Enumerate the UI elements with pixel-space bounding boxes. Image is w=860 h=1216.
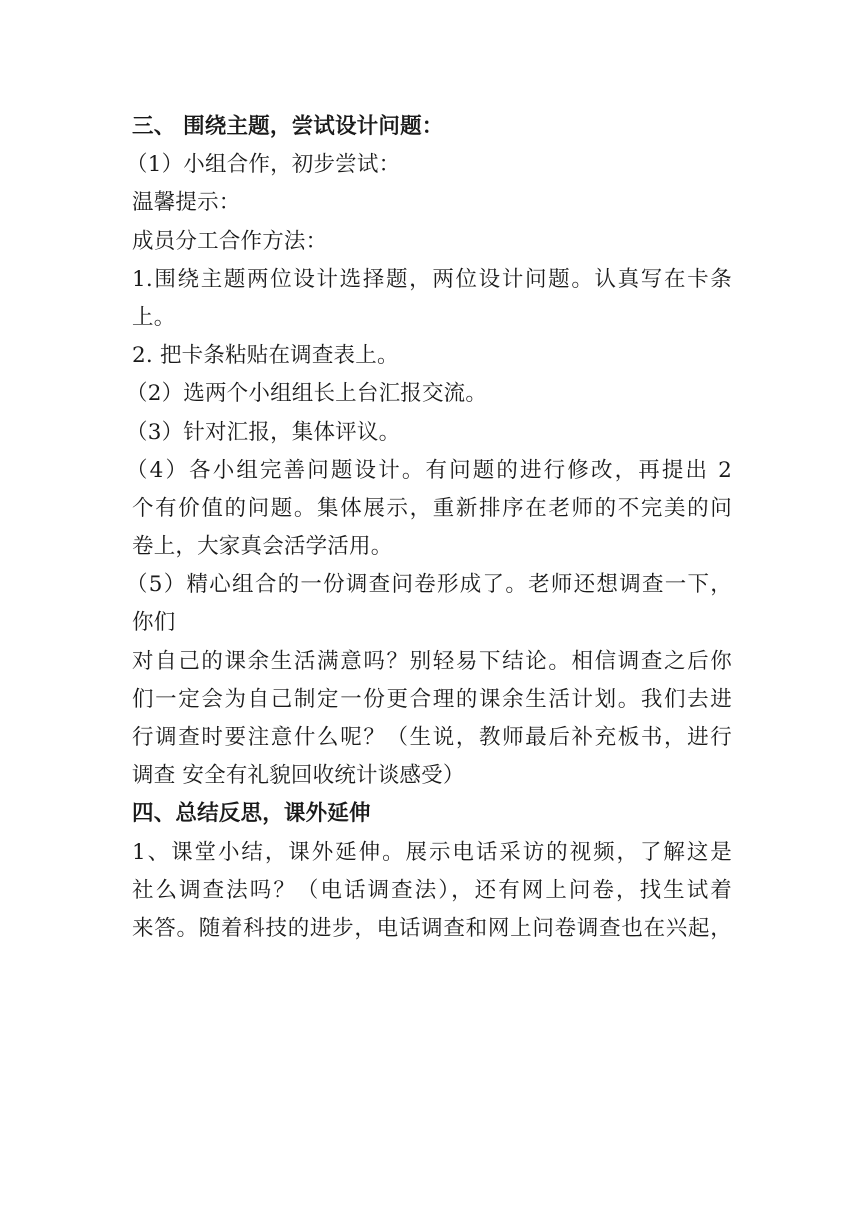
step-5-cont-3: 们一定会为自己制定一份更合理的课余生活计划。我们去进 <box>132 686 732 712</box>
step-2: （2）选两个小组组长上台汇报交流。 <box>126 381 488 407</box>
step-1-heading: （1）小组合作，初步尝试： <box>126 152 401 178</box>
document-page <box>126 108 732 948</box>
method-item-2: 2. 把卡条粘贴在调查表上。 <box>132 343 399 369</box>
summary-item-1-cont-1: 社么调查法吗？（电话调查法），还有网上问卷，找生试着 <box>132 877 732 903</box>
step-5-cont-4: 行调查时要注意什么呢？（生说，教师最后补充板书，进行 <box>132 725 732 750</box>
method-item-1-cont: 上。 <box>132 304 176 330</box>
section-heading-3: 三、 围绕主题，尝试设计问题： <box>132 114 444 139</box>
tip-label: 温馨提示： <box>132 190 241 216</box>
method-item-1: 1.围绕主题两位设计选择题，两位设计问题。认真写在卡条 <box>132 266 732 292</box>
summary-item-1-cont-2: 来答。随着科技的进步，电话调查和网上问卷调查也在兴起， <box>132 915 732 941</box>
step-4: （4）各小组完善问题设计。有问题的进行修改，再提出 2 <box>126 457 732 483</box>
section-heading-4: 四、总结反思，课外延伸 <box>132 801 371 827</box>
step-4-cont-2: 卷上，大家真会活学活用。 <box>132 534 393 560</box>
step-5-cont-5: 调查 安全有礼貌回收统计谈感受） <box>132 763 465 789</box>
step-4-cont-1: 个有价值的问题。集体展示，重新排序在老师的不完美的问 <box>132 495 732 521</box>
step-5: （5）精心组合的一份调查问卷形成了。老师还想调查一下， <box>126 572 732 598</box>
method-label: 成员分工合作方法： <box>132 228 328 254</box>
step-3: （3）针对汇报，集体评议。 <box>126 419 401 445</box>
step-5-cont-2: 对自己的课余生活满意吗？别轻易下结论。相信调查之后你 <box>132 648 732 674</box>
summary-item-1: 1、课堂小结，课外延伸。展示电话采访的视频，了解这是 <box>132 839 732 865</box>
step-5-cont-1: 你们 <box>132 610 176 636</box>
